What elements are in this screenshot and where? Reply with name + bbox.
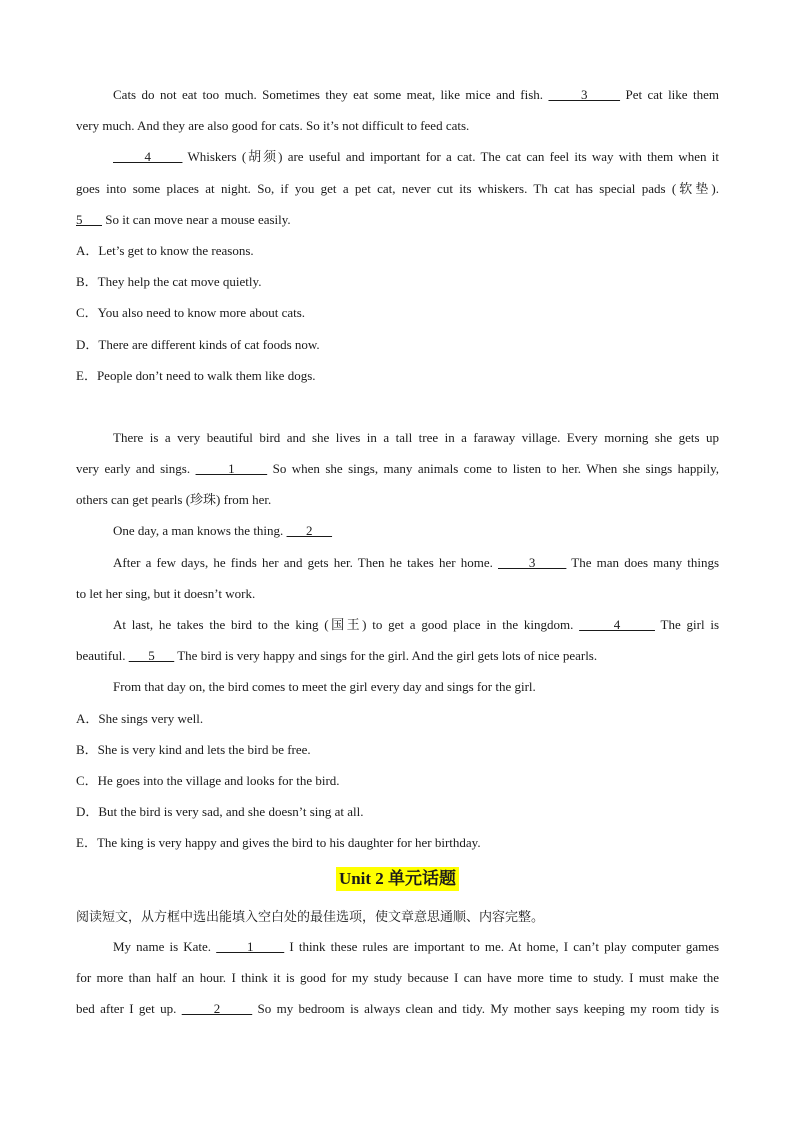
option-e: E．People don’t need to walk them like dogs. bbox=[76, 367, 316, 383]
option-a: A．Let’s get to know the reasons. bbox=[76, 242, 254, 258]
option-c-2: C．He goes into the village and looks for the bird. bbox=[76, 772, 340, 788]
p8-line-2: for more than half an hour. I think it is good for my study because I can have more time to study. I must make the bbox=[76, 969, 719, 985]
instruction: 阅读短文，从方框中选出能填入空白处的最佳选项，使文章意思通顺、内容完整。 bbox=[76, 908, 545, 924]
document-page bbox=[76, 79, 719, 1024]
option-d-2: D．But the bird is very sad, and she doesn’t sing at all. bbox=[76, 804, 364, 820]
option-d: D．There are different kinds of cat foods now. bbox=[76, 336, 320, 352]
p5-line-2: to let her sing, but it doesn’t work. bbox=[76, 585, 256, 601]
p3-line-1: There is a very beautiful bird and she lives in a tall tree in a faraway village. Every morning she gets up bbox=[113, 429, 719, 445]
blank-3[interactable]: 3 bbox=[548, 87, 621, 102]
section-gap bbox=[76, 391, 719, 422]
p3-line-2: very early and sings. 1 So when she sings, many animals come to listen to her. When she sings happily, bbox=[76, 461, 720, 477]
blank-4[interactable]: 4 bbox=[113, 149, 183, 165]
blank-2c[interactable]: 2 bbox=[181, 1000, 253, 1016]
blank-1c[interactable]: 1 bbox=[216, 938, 285, 954]
p8-line-1: My name is Kate. 1 I think these rules are important to me. At home, I can’t play computer games bbox=[113, 938, 720, 954]
p4-line-1: One day, a man knows the thing. 2 bbox=[113, 523, 333, 539]
p8-line-3: bed after I get up. 2 So my bedroom is always clean and tidy. My mother says keeping my room tidy is bbox=[76, 1000, 720, 1016]
p5-line-1: After a few days, he finds her and gets her. Then he takes her home. 3 The man does many things bbox=[113, 554, 720, 570]
option-e-2: E．The king is very happy and gives the bird to his daughter for her birthday. bbox=[76, 835, 481, 851]
p6-line-1: At last, he takes the bird to the king (国王) to get a good place in the kingdom. 4 The girl is bbox=[113, 617, 720, 632]
p2-line-2: goes into some places at night. So, if you get a pet cat, never cut its whiskers. Th cat has special pads (软垫). bbox=[76, 180, 719, 196]
p1-line-1: Cats do not eat too much. Sometimes they eat some meat, like mice and fish. 3 Pet cat like them bbox=[113, 87, 719, 102]
p7-line-1: From that day on, the bird comes to meet the girl every day and sings for the girl. bbox=[113, 679, 536, 695]
p1-line-2: very much. And they are also good for cats. So it’s not difficult to feed cats. bbox=[76, 118, 470, 134]
unit-heading: Unit 2 单元话题 bbox=[336, 867, 459, 891]
p2-line-1: 4 Whiskers (胡须) are useful and important for a cat. The cat can feel its way with them when it bbox=[113, 149, 720, 165]
p2-line-3: 5 So it can move near a mouse easily. bbox=[76, 211, 291, 227]
blank-5b[interactable]: 5 bbox=[128, 648, 175, 664]
option-c: C．You also need to know more about cats. bbox=[76, 305, 306, 321]
blank-1[interactable]: 1 bbox=[195, 461, 268, 477]
blank-4b[interactable]: 4 bbox=[579, 617, 655, 632]
blank-5[interactable]: 5 bbox=[76, 211, 102, 227]
option-a-2: A．She sings very well. bbox=[76, 710, 204, 726]
option-b-2: B．She is very kind and lets the bird be free. bbox=[76, 741, 311, 757]
blank-2[interactable]: 2 bbox=[286, 523, 333, 539]
unit-heading-wrap bbox=[76, 859, 719, 903]
option-b: B．They help the cat move quietly. bbox=[76, 274, 262, 290]
p3-line-3: others can get pearls (珍珠) from her. bbox=[76, 492, 272, 508]
p6-line-2: beautiful. 5 The bird is very happy and sings for the girl. And the girl gets lots of nice pearls. bbox=[76, 648, 598, 664]
blank-3b[interactable]: 3 bbox=[498, 554, 567, 570]
